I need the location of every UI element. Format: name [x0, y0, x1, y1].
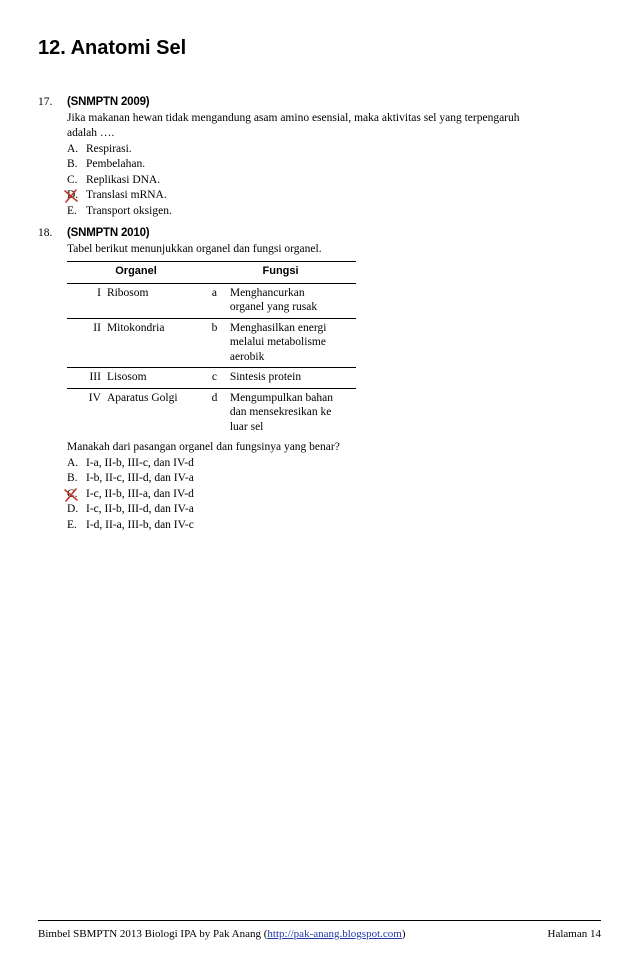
option-letter: C.	[67, 173, 78, 186]
row-letter: c	[205, 368, 224, 389]
option-text: Pembelahan.	[86, 158, 146, 170]
row-organel: Mitokondria	[107, 318, 205, 368]
fungsi-line: Menghasilkan energi	[229, 321, 327, 334]
option-letter: E.	[67, 518, 77, 531]
row-number: I	[67, 283, 107, 318]
answer-cross-icon	[64, 189, 78, 203]
row-fungsi	[224, 318, 356, 368]
question-stem-line: Jika makanan hewan tidak mengandung asam amino esensial, maka aktivitas sel yang terpengaruh	[67, 111, 520, 124]
option-c	[67, 487, 608, 503]
answer-cross-icon	[64, 488, 78, 502]
option-text: I-a, II-b, III-c, dan IV-d	[86, 456, 194, 469]
row-number: IV	[88, 391, 101, 404]
option-text: Translasi mRNA.	[86, 189, 167, 201]
fungsi-line: Sintesis protein	[229, 371, 302, 383]
option-text: I-b, II-c, III-d, dan IV-a	[86, 472, 194, 484]
row-number: III	[67, 368, 107, 389]
row-organel: Aparatus Golgi	[106, 391, 178, 404]
option-text: I-c, II-b, III-a, dan IV-d	[86, 487, 194, 500]
organel-table	[67, 261, 356, 437]
option-b	[67, 471, 608, 487]
option-letter: C.	[67, 487, 78, 500]
fungsi-line: organel yang rusak	[229, 301, 318, 313]
row-fungsi	[224, 388, 356, 437]
option-text: Transport oksigen.	[86, 204, 172, 217]
table-header-organel: Organel	[67, 262, 205, 284]
table-row	[67, 368, 356, 389]
question-stem-line: adalah ….	[67, 127, 115, 139]
option-letter: A.	[67, 456, 79, 469]
fungsi-line: luar sel	[229, 420, 264, 433]
option-e	[67, 204, 608, 220]
option-text: Respirasi.	[86, 142, 132, 155]
page-number: Halaman 14	[547, 928, 601, 940]
question-18	[38, 226, 608, 533]
fungsi-line: aerobik	[229, 350, 265, 363]
row-letter: d	[211, 391, 218, 404]
table-row	[67, 388, 356, 437]
option-letter: B.	[67, 472, 78, 484]
question-number: 17.	[38, 96, 53, 108]
option-letter: D.	[67, 503, 79, 515]
row-number: II	[67, 318, 107, 368]
row-fungsi	[224, 368, 356, 389]
option-b	[67, 157, 608, 173]
option-c	[67, 173, 608, 189]
option-letter: E.	[67, 204, 77, 217]
section-title: 12. Anatomi Sel	[38, 37, 187, 59]
question-source: (SNMPTN 2009)	[67, 96, 150, 108]
row-organel: Ribosom	[107, 283, 205, 318]
footer-credit-suffix: )	[401, 928, 406, 940]
option-letter: B.	[67, 158, 78, 170]
option-text: I-c, II-b, III-d, dan IV-a	[86, 503, 194, 515]
row-organel: Lisosom	[107, 368, 205, 389]
footer-divider	[38, 920, 601, 921]
question-stem: Manakah dari pasangan organel dan fungsinya yang benar?	[67, 441, 340, 453]
fungsi-line: Menghancurkan	[229, 286, 305, 299]
option-d	[67, 502, 608, 518]
footer-blog-link[interactable]: http://pak-anang.blogspot.com	[267, 928, 402, 940]
footer-credit-prefix: Bimbel SBMPTN 2013 Biologi IPA by Pak Anang (	[38, 928, 268, 940]
footer-credit	[38, 928, 406, 940]
option-a	[67, 142, 608, 158]
fungsi-line: melalui metabolisme	[229, 336, 326, 348]
question-17	[38, 95, 608, 219]
question-number: 18.	[38, 227, 53, 239]
table-row	[67, 318, 356, 368]
option-letter: A.	[67, 142, 79, 155]
option-letter: D.	[67, 189, 79, 201]
row-letter: b	[205, 318, 224, 368]
question-source: (SNMPTN 2010)	[67, 227, 150, 239]
table-row	[67, 283, 356, 318]
table-header-fungsi: Fungsi	[205, 262, 356, 284]
option-d	[67, 188, 608, 204]
option-text: I-d, II-a, III-b, dan IV-c	[86, 518, 194, 531]
fungsi-line: Mengumpulkan bahan	[229, 391, 334, 404]
row-fungsi	[224, 283, 356, 318]
option-text: Replikasi DNA.	[86, 173, 161, 186]
question-intro: Tabel berikut menunjukkan organel dan fungsi organel.	[67, 242, 322, 255]
option-e	[67, 518, 608, 534]
fungsi-line: dan mensekresikan ke	[229, 406, 332, 418]
option-a	[67, 456, 608, 472]
row-letter: a	[205, 283, 224, 318]
